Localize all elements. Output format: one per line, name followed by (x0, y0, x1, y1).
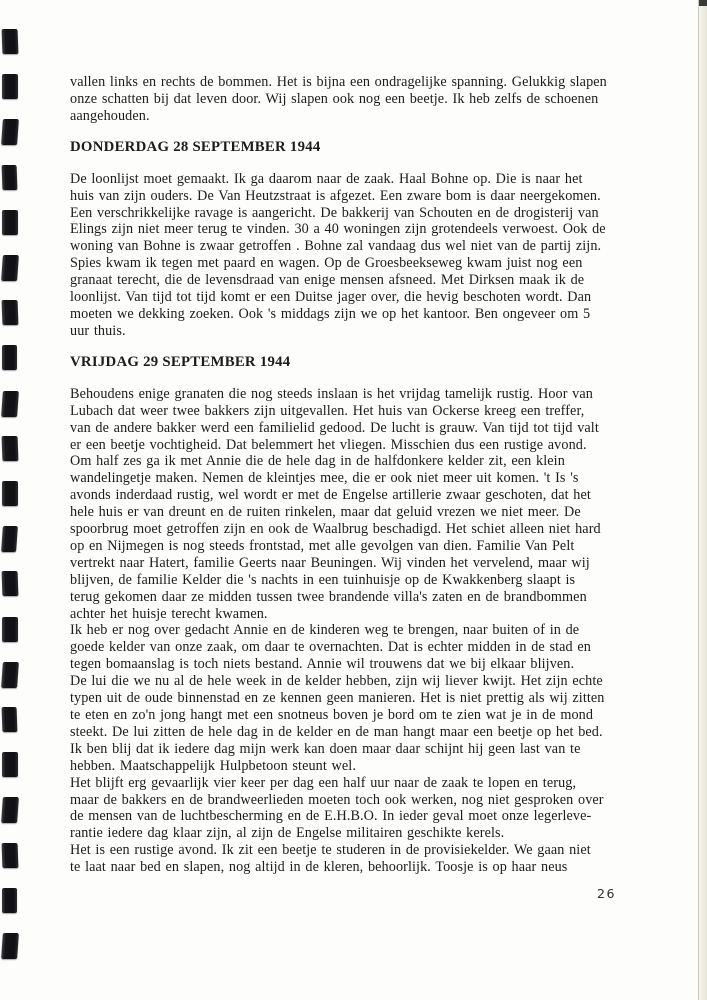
entry-heading: DONDERDAG 28 SEPTEMBER 1944 (70, 138, 321, 155)
binding-hole (2, 617, 18, 642)
binding-hole (2, 436, 19, 461)
text-line: maar de bakkers en de brandweerlieden moeten toch ook werken, nog niet gesproken over (70, 791, 604, 808)
binding-hole (2, 74, 18, 99)
text-line: huis van zijn ouders. De Van Heutzstraat is afgezet. Een zware bom is daar neergekomen. (70, 187, 601, 204)
text-line: onze schatten bij dat leven door. Wij slapen ook nog een beetje. Ik heb zelfs de schoenen (70, 90, 599, 107)
paragraph (70, 74, 650, 125)
text-line: te eten en zo'n jong hangt met een snotneus boven je bord om te zien wat je in de mond (70, 707, 594, 723)
binding-hole (2, 888, 17, 913)
binding-hole (1, 797, 19, 823)
text-line: Lubach dat weer twee bakkers zijn uitgevallen. Het huis van Ockerse kreeg een treffer, (70, 402, 585, 419)
text-line: De loonlijst moet gemaakt. Ik ga daarom naar de zaak. Haal Bohne op. Die is naar het (70, 170, 583, 187)
binding-hole (2, 752, 18, 777)
text-line: avonds inderdaad rustig, wel wordt er met de Engelse artillerie zwaar geschoten, dat het (70, 487, 591, 504)
text-line: van de andere bakker werd een familielid gedood. De lucht is grauw. Van tijd tot tijd valt (70, 419, 599, 436)
text-line: uur thuis. (70, 322, 126, 339)
binding-hole (1, 662, 19, 688)
text-line: woning van Bohne is zwaar getroffen . Bohne zal vandaag dus wel niet van de partij zijn. (70, 238, 602, 255)
paragraph (70, 171, 650, 340)
text-line: goede kelder van onze zaak, om daar te overnachten. Dat is echter midden in de stad en (70, 639, 591, 656)
text-line: de mensen van de luchtbescherming en de E.H.B.O. In ieder geval moet onze legerleve- (70, 808, 592, 825)
binding-hole (1, 255, 19, 281)
text-line: er een beetje vochtigheid. Dat belemmert het vliegen. Misschien dus een rustige avond. (70, 436, 587, 453)
text-line: Ik heb er nog over gedacht Annie en de kinderen weg te brengen, naar buiten of in de (70, 622, 580, 639)
text-line: De lui die we nu al de hele week in de kelder hebben, zijn wij liever kwijt. Het zijn echte (70, 673, 603, 690)
text-line: te laat naar bed en slapen, nog altijd in de kleren, behoorlijk. Toosje is op haar neus (70, 859, 568, 876)
text-line: tegen bomaanslag is toch niets bestand. Annie wil trouwens dat we bij elkaar blijven. (70, 656, 575, 673)
paragraph (70, 386, 650, 623)
text-line: vertrekt naar Hatert, familie Geerts naar Beuningen. Wij vinden het vervelend, maar wij (70, 554, 590, 571)
paragraph (70, 622, 650, 673)
binding-hole (2, 345, 17, 370)
text-line: steekt. De lui zitten de hele dag in de kelder en de man hangt maar een beetje op het bed. (70, 723, 603, 740)
text-line: vallen links en rechts de bommen. Het is bijna een ondragelijke spanning. Gelukkig slapen (70, 74, 607, 90)
text-line: hebben. Maatschappelijk Hulpbetoon steunt wel. (70, 757, 356, 774)
spiral-binding-rail (0, 0, 26, 1000)
binding-hole (2, 165, 18, 190)
text-line: rantie iedere dag klaar zijn, al zijn de Engelse militairen geschikte kerels. (70, 825, 505, 842)
text-line: hele huis er van dreunt en de ruiten rinkelen, maar dat geluid vrezen we niet meer. De (70, 504, 581, 521)
text-line: Elings zijn niet meer terug te vinden. 30 a 40 woningen zijn grotendeels verwoest. Ook de (70, 221, 606, 238)
page-number: 26 (597, 886, 616, 901)
binding-hole (1, 391, 19, 417)
text-line: Het blijft erg gevaarlijk vier keer per dag een half uur naar de zaak te lopen en terug, (70, 774, 577, 791)
binding-hole (1, 933, 19, 959)
paragraph (70, 775, 650, 843)
binding-hole (2, 707, 18, 732)
binding-hole (2, 571, 19, 596)
text-line: blijven, de familie Kelder die 's nachts in een tuinhuisje op de Kwakkenberg slaapt is (70, 571, 576, 588)
text-line: Ik ben blij dat ik iedere dag mijn werk kan doen maar daar schijnt hij geen last van te (70, 740, 581, 757)
text-line: Spies kwam ik tegen met paard en wagen. Op de Groesbeekseweg kwam juist nog een (70, 255, 583, 272)
page-edge-shadow (698, 0, 707, 1000)
text-line: granaat terecht, die de levensdraad van enige mensen afsneed. Met Dirksen maak ik de (70, 272, 585, 289)
paragraph (70, 673, 650, 774)
text-line: op en Nijmegen is nog steeds frontstad, met alle gevolgen van dien. Familie Van Pelt (70, 537, 575, 554)
text-line: spoorbrug moet getroffen zijn en ook de Waalbrug beschadigd. Het schiet alleen niet hard (70, 521, 601, 538)
binding-hole (2, 29, 19, 54)
text-line: loonlijst. Van tijd tot tijd komt er een Duitse jager over, die hevig beschoten wordt. Dan (70, 289, 592, 306)
page-text (70, 74, 650, 876)
text-line: wandelingetje maken. Nemen de kleintjes mee, die er ook niet meer uit komen. 't Is 's (70, 470, 579, 487)
text-line: typen uit de oude binnenstad en ze kennen geen manieren. Het is niet prettig als wij zitten (70, 690, 605, 707)
text-line: aangehouden. (70, 107, 150, 124)
text-line: moeten we dekking zoeken. Ook 's middags zijn we op het kantoor. Ben ongeveer om 5 (70, 305, 591, 322)
corner-speck (699, 0, 707, 6)
paragraph (70, 842, 650, 876)
text-line: achter het huisje terecht kwamen. (70, 605, 268, 622)
text-line: Een verschrikkelijke ravage is aangericht. De bakkerij van Schouten en de drogisterij van (70, 204, 599, 221)
text-line: Het is een rustige avond. Ik zit een beetje te studeren in de provisiekelder. We gaan niet (70, 842, 591, 859)
binding-hole (2, 300, 19, 325)
text-line: terug gekomen daar ze midden tussen twee brandende villa's zaten en de brandbommen (70, 588, 587, 605)
binding-hole (1, 119, 19, 145)
binding-hole (2, 210, 18, 235)
text-line: Behoudens enige granaten die nog steeds inslaan is het vrijdag tamelijk rustig. Hoor van (70, 385, 593, 402)
binding-hole (2, 843, 19, 868)
binding-hole (2, 481, 18, 506)
text-line: Om half zes ga ik met Annie die de hele dag in de halfdonkere kelder zit, een klein (70, 453, 565, 470)
entry-heading: VRIJDAG 29 SEPTEMBER 1944 (70, 353, 291, 370)
binding-hole (1, 526, 18, 552)
